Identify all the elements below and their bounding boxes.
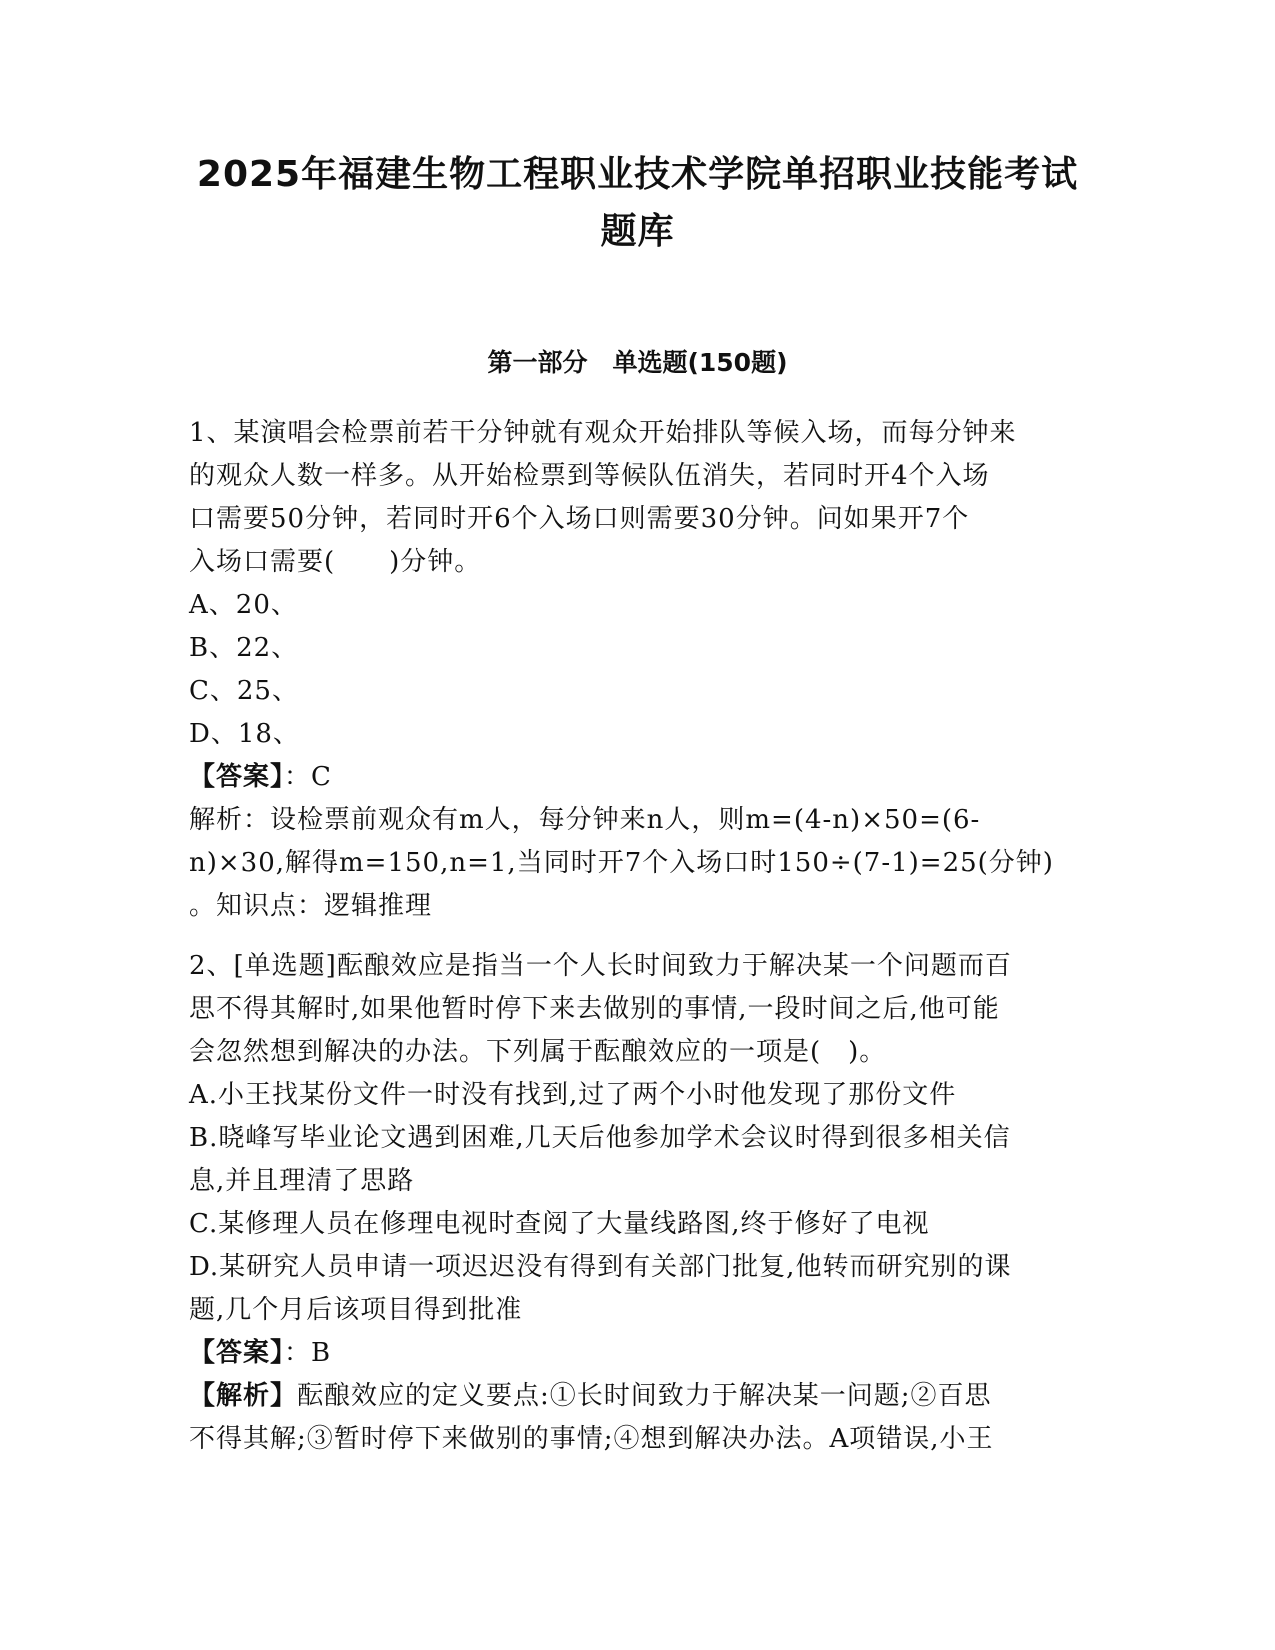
question-2-option-d-continued: 题,几个月后该项目得到批准 [189,1295,523,1325]
document-title-line-2: 题库 [600,211,675,252]
question-2-option-b-continued: 息,并且理清了思路 [189,1166,415,1196]
question-2-analysis-line [189,1375,1084,1418]
question-2-analysis-line: 不得其解;③暂时停下来做别的事情;④想到解决办法。A项错误,小王 [189,1424,994,1454]
question-2-option-b: B.晓峰写毕业论文遇到困难,几天后他参加学术会议时得到很多相关信 [189,1123,1011,1153]
analysis-label: 【解析】 [189,1381,298,1411]
question-1 [189,412,1084,928]
question-1-analysis-line: 。知识点：逻辑推理 [189,891,433,921]
answer-label: 【答案】 [189,1338,285,1368]
question-1-option-d: D、18、 [189,719,300,749]
question-2-stem-line: 会忽然想到解决的办法。下列属于酝酿效应的一项是( )。 [189,1037,887,1067]
question-2-option-d: D.某研究人员申请一项迟迟没有得到有关部门批复,他转而研究别的课 [189,1252,1012,1282]
question-1-analysis-line: n)×30,解得m=150,n=1,当同时开7个入场口时150÷(7-1)=25(分钟) [189,848,1054,878]
question-1-stem-line: 入场口需要( )分钟。 [189,547,482,577]
answer-label: 【答案】 [189,762,285,792]
answer-value: ：B [284,1338,332,1368]
question-1-stem-line: 口需要50分钟，若同时开6个入场口则需要30分钟。问如果开7个 [189,504,970,534]
answer-value: ：C [284,762,332,792]
question-1-option-b: B、22、 [189,633,299,663]
question-1-answer [189,756,1084,799]
question-list [189,412,1084,1461]
question-2-answer [189,1332,1084,1375]
question-1-option-c: C、25、 [189,676,299,706]
question-1-analysis-line: 解析：设检票前观众有m人，每分钟来n人，则m=(4-n)×50=(6- [189,805,981,835]
analysis-text: 酝酿效应的定义要点:①长时间致力于解决某一问题;②百思 [297,1381,992,1411]
question-1-option-a: A、20、 [189,590,298,620]
document-title-line-1: 2025年福建生物工程职业技术学院单招职业技能考试 [196,154,1079,195]
question-2-option-a: A.小王找某份文件一时没有找到,过了两个小时他发现了那份文件 [189,1080,957,1110]
question-1-stem-line: 1、某演唱会检票前若干分钟就有观众开始排队等候入场，而每分钟来 [189,418,1017,448]
question-1-stem-line: 的观众人数一样多。从开始检票到等候队伍消失，若同时开4个入场 [189,461,990,491]
question-2-option-c: C.某修理人员在修理电视时查阅了大量线路图,终于修好了电视 [189,1209,930,1239]
section-heading: 第一部分 单选题(150题) [487,348,788,377]
question-2-stem-line: 2、[单选题]酝酿效应是指当一个人长时间致力于解决某一个问题而百 [189,951,1012,981]
question-2-stem-line: 思不得其解时,如果他暂时停下来去做别的事情,一段时间之后,他可能 [189,994,1000,1024]
question-2 [189,945,1084,1461]
